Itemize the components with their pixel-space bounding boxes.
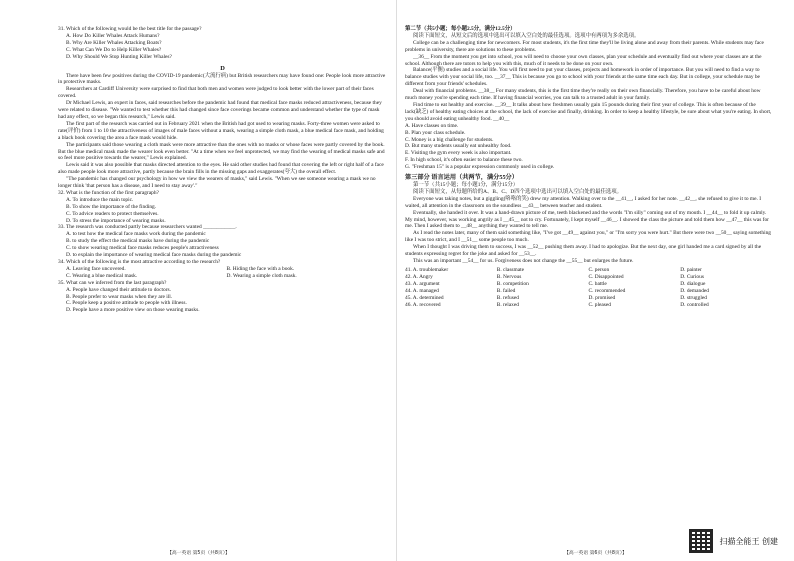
answer-cell: D. struggled [680,294,707,301]
answer-cell: D. Curious [680,273,704,280]
option: A. To introduce the main topic. [66,196,134,203]
option-row [58,273,387,280]
seven-options [405,123,772,171]
paragraph: The first part of the research was carried out in February 2021 when the British had got used to wearing masks. Forty-three women were asked to rate(评价) from 1 to 10 the attractiveness of images of male faces without a mask, wearing a simple cloth mask, a blue medical face mask, and holding a black book covering the area a face mask would hide. [58,120,384,141]
option: D. People have a more positive view on those wearing masks. [66,307,200,314]
option: C. Wearing a blue medical mask. [66,272,138,279]
option: C. What Can We Do to Help Killer Whales? [66,46,162,53]
option: B. Plan your class schedule. [405,129,466,136]
answer-cell: D. promised [588,294,616,301]
answer-cell: B. classmate [496,266,524,273]
question-33 [58,224,387,259]
paragraph: This was an important __54__ for us. Forgiveness does not change the __55__ but enlarges the future. [413,258,634,264]
paragraph: Deal with financial problems. __38__ For many students, this is the first time they're really on their own financially. Therefore, you have to be careful about how much money you're spending each time. If having financial worries, you can talk to a trusted adult in your family. [405,88,761,102]
paragraph: There have been few positives during the COVID-19 pandemic(大流行病) but British researchers may have found one: People look more attractive in protective masks. [58,72,386,86]
option: D. To stress the importance of wearing masks. [66,217,166,224]
option: F. In high school, it's often easier to balance these two. [405,157,523,164]
option: D. But many students usually eat unhealthy food. [405,143,512,150]
option: C. To advice readers to protect themselves. [66,210,159,217]
answer-cell: B. Nervous [496,273,522,280]
answer-options-table [405,267,772,309]
section-title: 第二节（共5小题；每小题2.5分，满分12.5分） [405,26,516,32]
option: D. Wearing a simple cloth mask. [226,272,297,279]
scanner-watermark [689,529,778,553]
page-footer: 【高一英语 第5页（共8页）】 [167,551,230,556]
option: D. Why Should We Stop Hunting Killer Whales? [66,53,172,60]
paragraph: "The pandemic has changed our psychology in how we view the wearers of masks," said Lewis. "When we see someone wearing a mask we no longer think 'that person has a disease, and I need to stay away'." [58,176,376,190]
option: B. Why Are Killer Whales Attacking Boats? [66,39,162,46]
answer-cell: 44. A. managed [405,287,439,294]
answer-cell: 41. A. troublemaker [405,266,449,273]
qr-code-icon [689,529,713,553]
question-31 [58,26,387,61]
answer-cell: D. demanded [680,287,709,294]
question-34 [58,259,387,280]
paragraph: Balance(平衡) studies and a social life. You will first need to put your classes, projects and homework in order of importance. But you will need to find a way to balance studies with your social life, too. __37__ This is because you go to school with your friends at the same time each day. But in college, your schedule may be different from your friends' schedules. [405,67,760,88]
question-35 [58,280,387,315]
page-footer: 【高一英语 第6页（共8页）】 [564,551,627,556]
section-instructions: 阅读下面短文，从短文后的选项中选出可以填入空白处的最佳选项。选项中有两项为多余选项。 [413,32,640,39]
option: D. to explain the importance of wearing medical face masks during the pandemic [66,252,242,259]
answer-cell: D. dialogue [680,280,706,287]
paragraph: Dr Michael Lewis, an expert in faces, said researches before the pandemic had found that medical face masks reduced attractiveness, because they were related to disease. "We wanted to test whether this had changed since face coverings became common and understand whether the type of mask had any effect, so we began this research," Lewis said. [58,100,382,120]
section-instructions: 阅读下面短文，从每题所给的A、B、C、D四个选项中选出可以填入空白处的最佳选项。 [413,188,623,195]
answer-cell: B. refused [496,294,519,301]
answer-cell: 46. A. recovered [405,301,441,308]
option: E. Visiting the gym every week is also important. [405,150,512,157]
question-stem: 32. What is the function of the first paragraph? [58,189,159,196]
page-right [397,0,794,561]
option: B. To show the importance of the finding. [66,203,157,210]
answer-cell: B. competition [496,280,529,287]
answer-cell: C. pleased [588,301,611,308]
paragraph: Everyone was taking notes, but a giggling(咯咯的笑) drew my attention. Walking over to the __41__, I asked for her note. __42__, she refused to give it to me. I waited, all attention in the classroom on the soundless __43__ between teacher and student. [405,195,761,209]
option: C. Money is a big challenge for students. [405,136,494,143]
option: B. Hiding the face with a book. [226,265,295,272]
question-stem: 31. Which of the following would be the best title for the passage? [58,26,202,32]
passage-d [58,73,387,190]
option: B. to study the effect the medical masks have during the pandemic [66,238,210,245]
option: C. People keep a positive attitude to people with illness. [66,300,187,307]
paragraph: Researchers at Cardiff University were surprised to find that both men and women were judged to look better with the lower part of their faces covered. [58,86,374,100]
question-stem: 34. Which of the following is the most attractive according to the research? [58,259,221,265]
option: G. "Freshman 15" is a popular expression commonly used in college. [405,164,555,171]
question-stem: 33. The research was conducted partly because researchers wanted ____________. [58,224,237,231]
passage-label: D [220,64,225,72]
paragraph: Eventually, she handed it over. It was a hand-drawn picture of me, teeth blackened and the words "I'm silly" coming out of my mouth. I __44__ to fold it up calmly. My mind, however, was working angrily as I __45__ not to cry. Fortunately, I kept myself __46__. I showed the class the picture and told them how __47__ this was for me. Then I asked them to __48__ anything they wanted to tell me. [405,209,769,230]
answer-cell: D. controlled [680,301,709,308]
answer-cell: C. battle [588,280,607,287]
answer-cell: C. person [588,266,610,273]
paragraph: When I thought I was driving them to success, I was __52__ pushing them away. I had to apologize. But the next day, one girl handed me a card signed by all the students expressing regret for the joke and asked for __53__. [405,244,762,258]
answer-cell: B. relaxed [496,301,519,308]
answer-cell: C. Disappointed [588,273,624,280]
answer-cell: B. failed [496,287,516,294]
answer-cell: C. recommended [588,287,626,294]
option: B. People prefer to wear masks when they are ill. [66,293,173,300]
option: A. How Do Killer Whales Attack Humans? [66,32,160,39]
part-title: 第三部分 语言运用（共两节，满分55分） [405,174,518,182]
cloze-passage [405,196,772,265]
paragraph: College can be a challenging time for newcomers. For most students, it's the first time they'll be living alone and away from their parents. While students may face problems in university, there are solutions to these problems. [405,39,764,53]
paragraph: __36__ From the moment you get into school, you will need to choose your own classes, plan your schedule and eventually find out where your classes are at the school. Although there are tutors to help you with this, much of it needs to be done on your own. [405,53,762,67]
paragraph: The participants said those wearing a cloth mask were more attractive than the ones with no masks or whose faces were partly covered by the book. But the blue medical mask made the wearer look even better. "At a time when we feel unprotected, we may find the wearing of medical masks safe and so feel more positive towards the wearer," Lewis explained. [58,141,385,162]
subsection-title: 第一节（共15小题；每小题1分，满分15分） [413,182,519,189]
scanner-label: 扫描全能王 创建 [719,536,778,546]
question-stem: 35. What can we inferred from the last paragraph? [58,279,167,286]
question-32 [58,190,387,225]
option: A. to test how the medical face masks work during the pandemic [66,231,206,238]
option: C. to show wearing medical face masks reduces people's attractiveness [66,245,219,252]
option: A. Have classes on time. [405,122,459,129]
option: A. People have changed their attitude to doctors. [66,286,171,293]
option: A. Leaving face uncovered. [66,265,126,272]
option-row [58,266,387,273]
paragraph: As I read the notes later, many of them said something like, "I've got __49__ against you," or "I'm sorry you were hurt." But there were two __50__ saying something like I was too strict, and I __51__ some people too much. [405,230,772,244]
paragraph: Lewis said it was also possible that masks directed attention to the eyes. He said other studies had found that covering the left or right half of a face also made people look more attractive, partly because the brain fills in the missing gaps and exaggerates(夸大) the overall effect. [58,162,384,176]
paragraph: Find time to eat healthy and exercise. __39__ It talks about how freshmen usually gain 15 pounds during their first year of college. This is often because of the lack(缺乏) of healthy eating choices at the school, the lack of exercise and finally, drinking. In order to keep a healthy lifestyle, be sure about what you're eating. In short, you should avoid eating unhealthy food. __40__ [405,101,772,122]
answer-cell: D. painter [680,266,702,273]
answer-cell: 45. A. determined [405,294,444,301]
answer-cell: 43. A. argument [405,280,440,287]
answer-cell: 42. A. Angry [405,273,433,280]
